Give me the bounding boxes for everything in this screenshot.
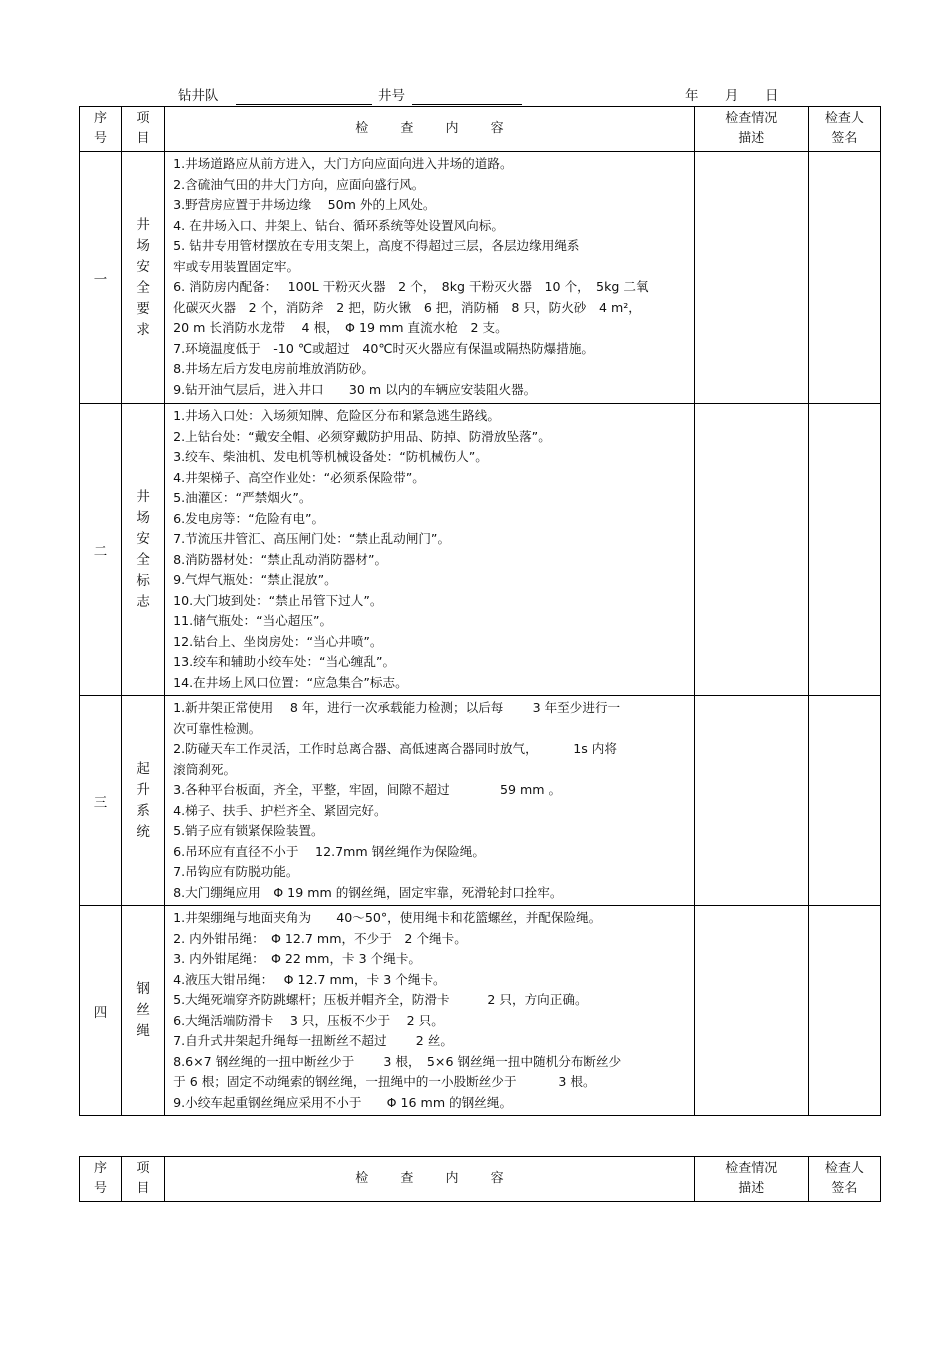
content-line: 8.消防器材处：“禁止乱动消防器材”。: [173, 551, 388, 567]
section-seq: 三: [80, 696, 122, 906]
section-item-char: 场: [136, 237, 150, 254]
content-line: 6. 消防房内配备： 100L 干粉灭火器 2 个， 8kg 干粉灭火器 10 个， 5kg 二氧: [173, 279, 649, 294]
content-line: 14.在井场上风口位置：“应急集合”标志。: [173, 674, 408, 690]
section-item-char: 场: [136, 509, 150, 526]
content-line: 2. 内外钳吊绳： Φ 12.7 mm，不少于 2 个绳卡。: [173, 930, 467, 946]
content-line: 化碳灭火器 2 个，消防斧 2 把，防火锹 6 把，消防桶 8 只，防火砂 4 m²，: [173, 299, 641, 315]
section-item-char: 钢: [136, 981, 150, 997]
header-inspector: 检查人签名: [808, 1157, 880, 1202]
content-line: 9.钻开油气层后，进入井口 30 m 以内的车辆应安装阻火器。: [173, 381, 537, 397]
section-item: [122, 906, 165, 1116]
inspector-cell[interactable]: [808, 696, 880, 906]
content-line: 1.井场道路应从前方进入，大门方向应面向进入井场的道路。: [173, 156, 513, 171]
content-line: 8.井场左后方发电房前堆放消防砂。: [173, 361, 375, 376]
content-line: 10.大门坡到处：“禁止吊管下过人”。: [173, 592, 383, 608]
day-label: 日: [765, 88, 779, 104]
section-item-char: 标: [136, 572, 150, 589]
content-line: 于 6 根；固定不动绳索的钢丝绳，一扭绳中的一小股断丝少于 3 根。: [173, 1074, 596, 1089]
section-item-char: 绳: [136, 1023, 150, 1039]
inspector-cell[interactable]: [808, 906, 880, 1116]
content-line: 3.绞车、柴油机、发电机等机械设备处：“防机械伤人”。: [173, 449, 488, 464]
section-row: [80, 696, 881, 906]
content-line: 4.井架梯子、高空作业处：“必须系保险带”。: [173, 469, 425, 485]
section-item-char: 统: [136, 823, 150, 840]
header-content: 检 查 内 容: [165, 1157, 695, 1202]
section-seq: 一: [80, 152, 122, 404]
content-line: 4.液压大钳吊绳： Φ 12.7 mm，卡 3 个绳卡。: [173, 971, 446, 987]
section-row: [80, 906, 881, 1116]
section-item-char: 安: [136, 530, 150, 547]
section-item-char: 志: [136, 593, 150, 610]
section-content: [165, 404, 695, 696]
content-line: 4.梯子、扶手、护栏齐全、紧固完好。: [173, 802, 387, 818]
section-item-char: 升: [136, 781, 150, 798]
status-cell[interactable]: [694, 152, 808, 404]
content-line: 3.野营房应置于井场边缘 50m 外的上风处。: [173, 197, 436, 212]
content-line: 6.大绳活端防滑卡 3 只，压板不少于 2 只。: [173, 1012, 444, 1028]
header-seq: 序号: [80, 1157, 122, 1202]
section-seq: 四: [80, 906, 122, 1116]
content-line: 7.吊钩应有防脱功能。: [173, 864, 299, 879]
content-line: 8.6×7 钢丝绳的一扭中断丝少于 3 根， 5×6 钢丝绳一扭中随机分布断丝少: [173, 1053, 622, 1069]
status-cell[interactable]: [694, 696, 808, 906]
section-row: [80, 404, 881, 696]
section-item-char: 系: [136, 802, 150, 819]
section-item-char: 丝: [136, 1002, 150, 1018]
content-line: 7.自升式井架起升绳每一扭断丝不超过 2 丝。: [173, 1033, 454, 1048]
section-item: [122, 404, 165, 696]
section-item-char: 井: [136, 216, 150, 233]
section-item-char: 求: [136, 321, 150, 338]
header-inspector: 检查人签名: [808, 107, 880, 152]
header-item: 项目: [122, 107, 165, 152]
section-content: [165, 152, 695, 404]
section-item-char: 要: [136, 300, 150, 317]
content-line: 3.各种平台板面，齐全，平整，牢固，间隙不超过 59 mm 。: [173, 782, 562, 797]
content-line: 2.防碰天车工作灵活，工作时总离合器、高低速离合器同时放气， 1s 内将: [173, 741, 617, 756]
content-line: 2.上钻台处：“戴安全帽、必须穿戴防护用品、防掉、防滑放坠落”。: [173, 428, 551, 444]
section-item-char: 安: [136, 258, 150, 275]
header-status: 检查情况描述: [694, 107, 808, 152]
section-item-char: 井: [136, 488, 150, 505]
content-line: 5.销子应有锁紧保险装置。: [173, 823, 324, 838]
content-line: 1.井场入口处：入场须知牌、危险区分布和紧急逃生路线。: [173, 408, 500, 423]
content-line: 5. 钻井专用管材摆放在专用支架上，高度不得超过三层，各层边缘用绳系: [173, 238, 580, 253]
content-line: 8.大门绷绳应用 Φ 19 mm 的钢丝绳，固定牢靠，死滑轮封口拴牢。: [173, 884, 563, 900]
content-line: 12.钻台上、坐岗房处：“当心井喷”。: [173, 633, 383, 649]
inspector-cell[interactable]: [808, 404, 880, 696]
status-cell[interactable]: [694, 404, 808, 696]
year-label: 年: [685, 88, 699, 104]
inspector-cell[interactable]: [808, 152, 880, 404]
month-label: 月: [725, 88, 739, 104]
table-header-row: [80, 107, 881, 152]
content-line: 9.小绞车起重钢丝绳应采用不小于 Φ 16 mm 的钢丝绳。: [173, 1094, 513, 1110]
content-line: 9.气焊气瓶处：“禁止混放”。: [173, 572, 337, 587]
content-line: 5.油灌区：“严禁烟火”。: [173, 490, 312, 505]
content-line: 次可靠性检测。: [173, 720, 262, 736]
content-line: 4. 在井场入口、井架上、钻台、循环系统等处设置风向标。: [173, 217, 504, 233]
table-header-row: [80, 1157, 881, 1202]
well-label: 井号: [378, 88, 405, 104]
section-content: [165, 906, 695, 1116]
inspection-table: [79, 106, 881, 1116]
content-line: 20 m 长消防水龙带 4 根， Φ 19 mm 直流水枪 2 支。: [173, 320, 508, 335]
form-header: [178, 84, 798, 106]
content-line: 5.大绳死端穿齐防跳螺杆；压板并帽齐全，防滑卡 2 只，方向正确。: [173, 992, 588, 1007]
well-blank[interactable]: [412, 104, 522, 105]
content-line: 3. 内外钳尾绳： Φ 22 mm，卡 3 个绳卡。: [173, 951, 422, 966]
content-line: 1.井架绷绳与地面夹角为 40～50°，使用绳卡和花篮螺丝，并配保险绳。: [173, 910, 602, 925]
section-item-char: 全: [136, 279, 150, 296]
content-line: 1.新井架正常使用 8 年，进行一次承载能力检测；以后每 3 年至少进行一: [173, 700, 621, 715]
team-blank[interactable]: [236, 104, 372, 105]
team-label: 钻井队: [178, 88, 219, 104]
header-item: 项目: [122, 1157, 165, 1202]
section-item-char: 全: [136, 551, 150, 568]
header-content: 检 查 内 容: [165, 107, 695, 152]
content-line: 2.含硫油气田的井大门方向，应面向盛行风。: [173, 176, 425, 192]
section-row: [80, 152, 881, 404]
content-line: 7.节流压井管汇、高压闸门处：“禁止乱动闸门”。: [173, 531, 451, 546]
content-line: 6.吊环应有直径不小于 12.7mm 钢丝绳作为保险绳。: [173, 843, 485, 859]
section-seq: 二: [80, 404, 122, 696]
section-item-char: 起: [136, 760, 150, 777]
status-cell[interactable]: [694, 906, 808, 1116]
content-line: 牢或专用装置固定牢。: [173, 258, 300, 274]
continuation-table: [79, 1156, 881, 1202]
content-line: 7.环境温度低于 -10 ℃或超过 40℃时灭火器应有保温或隔热防爆措施。: [173, 340, 595, 356]
section-item: [122, 152, 165, 404]
content-line: 滚筒刹死。: [173, 761, 237, 777]
header-seq: 序号: [80, 107, 122, 152]
content-line: 6.发电房等：“危险有电”。: [173, 510, 325, 526]
content-line: 11.储气瓶处：“当心超压”。: [173, 613, 333, 628]
header-status: 检查情况描述: [694, 1157, 808, 1202]
content-line: 13.绞车和辅助小绞车处：“当心缠乱”。: [173, 654, 396, 669]
section-content: [165, 696, 695, 906]
section-item: [122, 696, 165, 906]
